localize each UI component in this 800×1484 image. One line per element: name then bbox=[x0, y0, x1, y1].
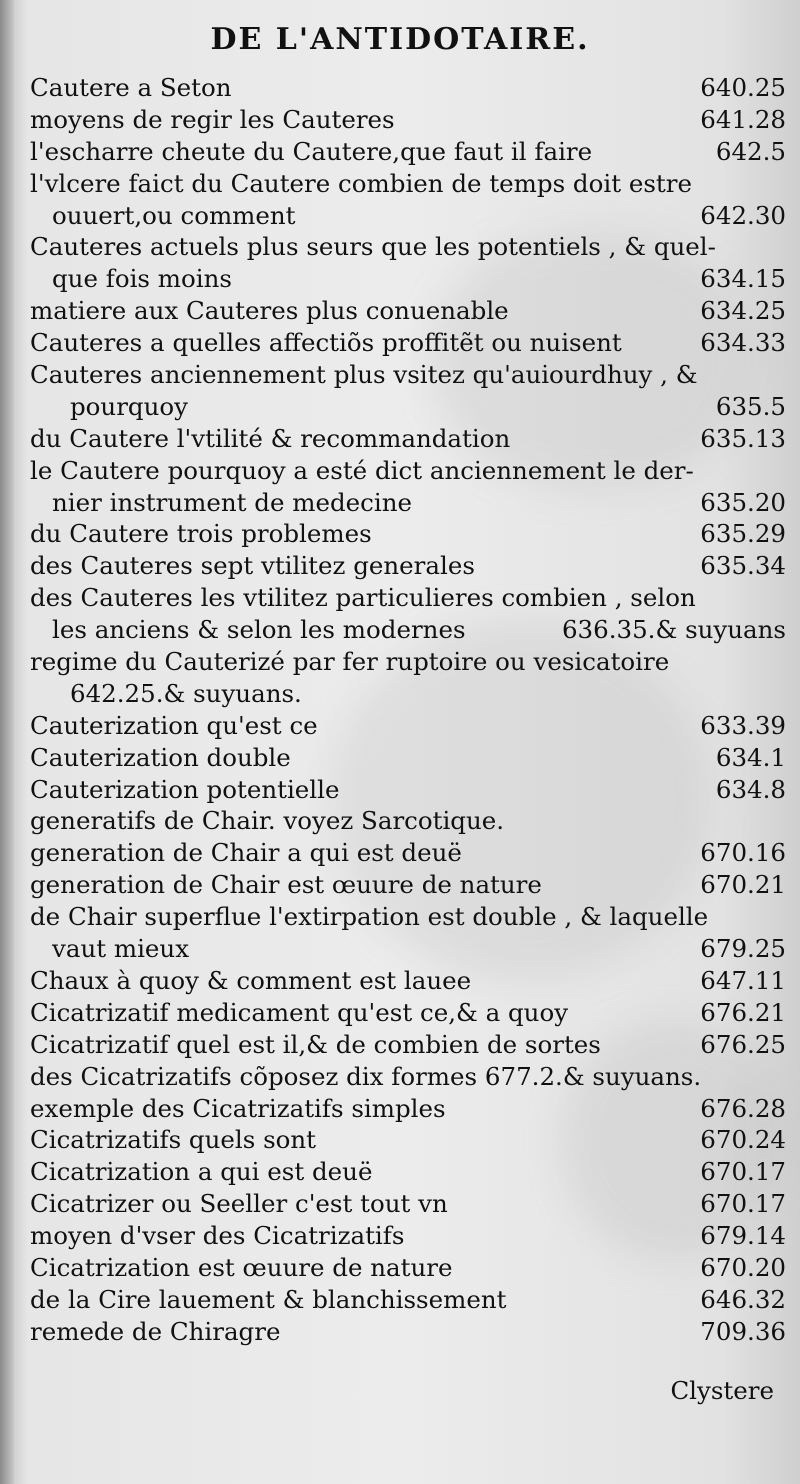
index-entry bbox=[30, 295, 786, 327]
entry-text: remede de Chiragre bbox=[30, 1316, 281, 1346]
index-entry bbox=[30, 1188, 786, 1220]
entry-text: Cauterization potentielle bbox=[30, 774, 340, 804]
entry-text: 642.25.& suyuans. bbox=[70, 678, 302, 708]
index-entry bbox=[30, 550, 786, 582]
entry-text: Cicatrizer ou Seeller c'est tout vn bbox=[30, 1189, 448, 1219]
entry-page-ref: 634.1 bbox=[715, 742, 786, 772]
entry-page-ref: 670.20 bbox=[700, 1252, 786, 1282]
entry-page-ref: 633.39 bbox=[700, 710, 786, 740]
entry-page-ref: 640.25 bbox=[700, 73, 786, 102]
entry-page-ref: 679.25 bbox=[700, 934, 786, 964]
index-entry bbox=[30, 774, 786, 806]
entry-text: des Cicatrizatifs cõposez dix formes 677.2.& suyuans. bbox=[30, 1061, 702, 1091]
entry-page-ref: 642.30 bbox=[700, 200, 786, 230]
index-entry bbox=[30, 200, 786, 232]
index-entry bbox=[30, 965, 786, 997]
index-entry bbox=[30, 263, 786, 295]
index-entry bbox=[30, 582, 786, 614]
entry-text: generation de Chair est œuure de nature bbox=[30, 870, 542, 900]
index-entry bbox=[30, 1252, 786, 1284]
entry-text: que fois moins bbox=[52, 264, 232, 294]
entry-page-ref: 676.28 bbox=[700, 1093, 786, 1123]
catchword: Clystere bbox=[670, 1376, 774, 1405]
entry-page-ref: 634.25 bbox=[700, 296, 786, 326]
entry-page-ref: 635.20 bbox=[700, 487, 786, 517]
index-entry bbox=[30, 423, 786, 455]
entry-page-ref: 679.14 bbox=[700, 1221, 786, 1251]
index-entry bbox=[30, 646, 786, 678]
entry-text: Cauteres actuels plus seurs que les potentiels , & quel- bbox=[30, 232, 716, 262]
index-entry bbox=[30, 231, 786, 263]
entry-page-ref: 647.11 bbox=[700, 965, 786, 995]
entry-text: Cicatrization est œuure de nature bbox=[30, 1252, 453, 1282]
entry-text: Cauterization double bbox=[30, 742, 291, 772]
running-header: DE L'ANTIDOTAIRE. bbox=[210, 22, 590, 57]
index-entry bbox=[30, 837, 786, 869]
entry-page-ref: 646.32 bbox=[700, 1284, 786, 1314]
index-entries bbox=[30, 72, 786, 1348]
entry-text: du Cautere trois problemes bbox=[30, 519, 372, 549]
entry-page-ref: 676.21 bbox=[700, 997, 786, 1027]
index-entry bbox=[30, 1029, 786, 1061]
page-gutter-shadow bbox=[0, 0, 14, 1484]
index-entry bbox=[30, 518, 786, 550]
index-entry bbox=[30, 487, 786, 519]
index-entry bbox=[30, 710, 786, 742]
entry-text: l'escharre cheute du Cautere,que faut il faire bbox=[30, 136, 593, 166]
entry-text: des Cauteres les vtilitez particulieres combien , selon bbox=[30, 583, 696, 613]
index-entry bbox=[30, 359, 786, 391]
entry-text: generatifs de Chair. voyez Sarcotique. bbox=[30, 806, 505, 836]
index-entry bbox=[30, 933, 786, 965]
entry-text: generation de Chair a qui est deuë bbox=[30, 838, 462, 868]
entry-text: moyen d'vser des Cicatrizatifs bbox=[30, 1221, 405, 1251]
entry-page-ref: 636.35.& suyuans bbox=[561, 615, 786, 645]
index-entry bbox=[30, 901, 786, 933]
entry-text: Cicatrizatifs quels sont bbox=[30, 1125, 317, 1155]
index-entry bbox=[30, 869, 786, 901]
entry-text: l'vlcere faict du Cautere combien de temps doit estre bbox=[30, 168, 692, 198]
index-entry bbox=[30, 391, 786, 423]
entry-page-ref: 635.34 bbox=[700, 551, 786, 581]
entry-text: matiere aux Cauteres plus conuenable bbox=[30, 296, 509, 326]
entry-text: Cicatrizatif quel est il,& de combien de sortes bbox=[30, 1029, 601, 1059]
entry-text: regime du Cauterizé par fer ruptoire ou vesicatoire bbox=[30, 647, 670, 677]
entry-page-ref: 634.15 bbox=[700, 264, 786, 294]
entry-text: de la Cire lauement & blanchissement bbox=[30, 1284, 507, 1314]
entry-text: du Cautere l'vtilité & recommandation bbox=[30, 423, 511, 453]
entry-page-ref: 635.29 bbox=[700, 519, 786, 549]
entry-text: nier instrument de medecine bbox=[52, 487, 412, 517]
index-entry bbox=[30, 136, 786, 168]
entry-text: Cauteres a quelles affectiõs proffitẽt ou nuisent bbox=[30, 328, 622, 358]
entry-text: Cicatrizatif medicament qu'est ce,& a quoy bbox=[30, 997, 569, 1027]
index-entry bbox=[30, 614, 786, 646]
entry-page-ref: 641.28 bbox=[700, 104, 786, 134]
entry-text: Cauterization qu'est ce bbox=[30, 710, 318, 740]
entry-text: exemple des Cicatrizatifs simples bbox=[30, 1093, 446, 1123]
entry-text: vaut mieux bbox=[52, 934, 190, 964]
index-entry bbox=[30, 1093, 786, 1125]
entry-page-ref: 634.8 bbox=[715, 774, 786, 804]
entry-text: Chaux à quoy & comment est lauee bbox=[30, 965, 472, 995]
entry-page-ref: 670.17 bbox=[700, 1189, 786, 1219]
entry-page-ref: 634.33 bbox=[700, 328, 786, 358]
entry-page-ref: 642.5 bbox=[715, 136, 786, 166]
entry-text: Cautere a Seton bbox=[30, 73, 232, 102]
index-entry bbox=[30, 1124, 786, 1156]
entry-page-ref: 670.21 bbox=[700, 870, 786, 900]
entry-page-ref: 635.5 bbox=[715, 391, 786, 421]
index-entry bbox=[30, 168, 786, 200]
index-entry bbox=[30, 104, 786, 136]
entry-text: de Chair superflue l'extirpation est double , & laquelle bbox=[30, 902, 709, 932]
entry-page-ref: 709.36 bbox=[700, 1316, 786, 1346]
index-entry bbox=[30, 997, 786, 1029]
index-entry bbox=[30, 1316, 786, 1348]
index-entry bbox=[30, 72, 786, 104]
index-entry bbox=[30, 1220, 786, 1252]
entry-text: moyens de regir les Cauteres bbox=[30, 104, 395, 134]
entry-page-ref: 670.16 bbox=[700, 838, 786, 868]
entry-text: pourquoy bbox=[70, 391, 188, 421]
index-entry bbox=[30, 455, 786, 487]
entry-page-ref: 635.13 bbox=[700, 423, 786, 453]
entry-page-ref: 670.17 bbox=[700, 1157, 786, 1187]
index-entry bbox=[30, 327, 786, 359]
entry-page-ref: 676.25 bbox=[700, 1029, 786, 1059]
entry-text: des Cauteres sept vtilitez generales bbox=[30, 551, 475, 581]
index-entry bbox=[30, 742, 786, 774]
entry-text: les anciens & selon les modernes bbox=[52, 615, 466, 645]
entry-page-ref: 670.24 bbox=[700, 1125, 786, 1155]
index-entry bbox=[30, 1061, 786, 1093]
index-entry bbox=[30, 1156, 786, 1188]
entry-text: ouuert,ou comment bbox=[52, 200, 296, 230]
entry-text: Cicatrization a qui est deuë bbox=[30, 1157, 373, 1187]
entry-text: Cauteres anciennement plus vsitez qu'auiourdhuy , & bbox=[30, 360, 698, 390]
index-entry bbox=[30, 805, 786, 837]
index-entry bbox=[30, 1284, 786, 1316]
index-entry bbox=[30, 678, 786, 710]
entry-text: le Cautere pourquoy a esté dict anciennement le der- bbox=[30, 455, 694, 485]
